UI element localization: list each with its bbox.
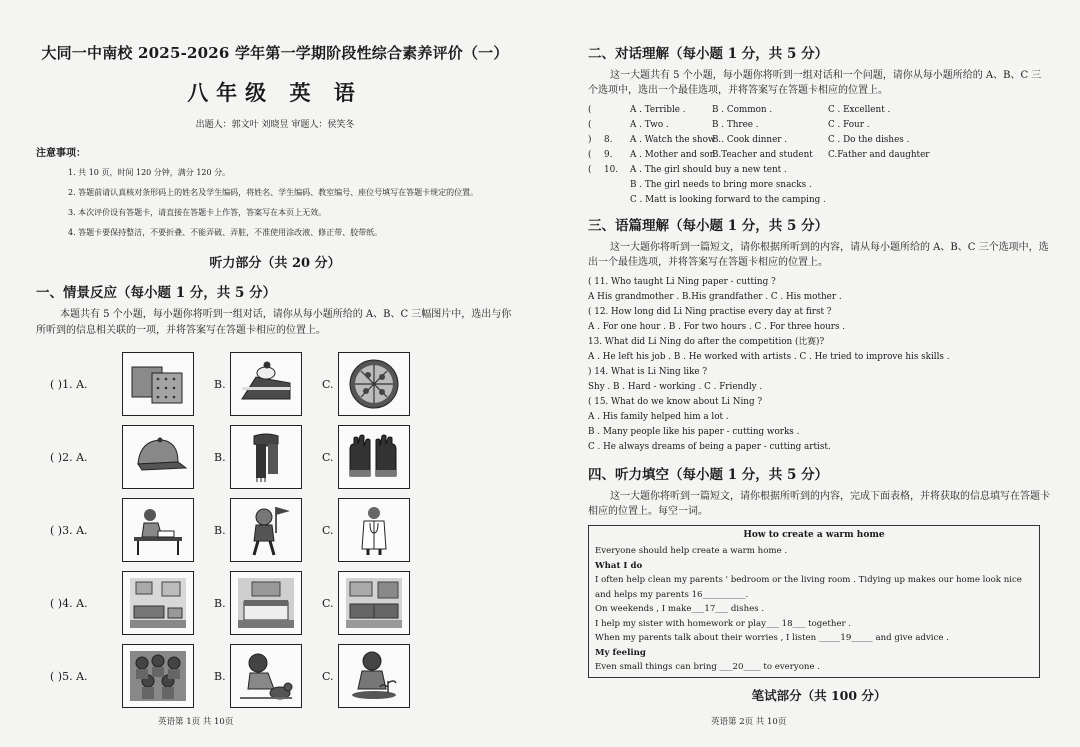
option-c-label: C. [322,377,334,391]
authors-line: 出题人：郭文叶 刘晓昱 审题人：侯笑冬 [195,120,355,130]
table-subheading: My feeling [595,647,646,658]
fill-in-table [588,525,1040,678]
option-b-label: B. [214,596,226,610]
option-line[interactable]: C . He always dreams of being a paper - cutting artist. [588,442,831,452]
option-b[interactable]: B . Common . [712,105,773,115]
paren: ( [588,120,592,130]
table-line[interactable]: When my parents talk about their worries , I listen _____19_____ and give advice . [595,633,949,643]
notice-item: 4. 答题卡要保持整洁，不要折叠、不能弄破、弄脏，不准使用涂改液、修正带、胶带纸。 [68,228,383,237]
option-line[interactable]: Shy . B . Hard - working . C . Friendly . [588,382,763,392]
question-number: 9. [604,150,613,160]
picture-question-row [36,570,514,636]
option-line[interactable]: A His grandmother . B.His grandfather . C . His mother . [588,292,842,302]
question-line [588,103,1050,118]
notice-item: 2. 答题前请认真核对条形码上的姓名及学生编码，将姓名、学生编码、教室编号、座位号填写在答题卡规定的位置。 [68,188,479,197]
section4-heading: 四、听力填空（每小题 1 分，共 5 分） [588,467,829,483]
question-number: ( )1. A. [50,377,88,391]
right-page [548,0,1080,747]
question-line: ( 15. What do we know about Li Ning ? [588,397,763,407]
section3-instruction: 这一大题你将听到一篇短文，请你根据所听到的内容，请从每小题所给的 A、B、C 三个选项中，选出一个最佳选项，并将答案写在答题卡相应的位置上。 [588,242,1049,268]
bedroom-icon[interactable] [230,571,302,635]
option-line[interactable]: A . He left his job . B . He worked with artists . C . He tried to improve his skills . [588,352,950,362]
notice-title: 注意事项： [36,148,86,159]
picture-question-row [36,351,514,417]
studying-boy-icon[interactable] [122,498,194,562]
option-b-label: B. [214,377,226,391]
option-c[interactable]: C . Do the dishes . [828,135,910,145]
gloves-icon[interactable] [338,425,410,489]
question-line: ( 11. Who taught Li Ning paper - cutting ? [588,277,776,287]
notice-item: 3. 本次评价设有答题卡，请直接在答题卡上作答，答案写在本页上无效。 [68,208,327,217]
table-line[interactable]: Even small things can bring ___20____ to everyone . [595,662,820,672]
boy-with-flag-icon[interactable] [230,498,302,562]
table-line[interactable]: I often help clean my parents ' bedroom or the living room . Tidying up makes our home look nice and helps my parents 16__________. [595,575,1022,600]
picture-questions [36,351,514,709]
boy-with-puppy-icon[interactable] [230,644,302,708]
question-line [588,118,1050,133]
option-line[interactable]: A . His family helped him a lot . [588,412,729,422]
picture-question-row [36,497,514,563]
option-c[interactable]: C . Four . [828,120,870,130]
question-line: ) 14. What is Li Ning like ? [588,367,708,377]
option-c[interactable]: C . Matt is looking forward to the camping . [630,195,826,205]
paren: ) [588,135,592,145]
option-c-label: C. [322,450,334,464]
paren: ( [588,165,592,175]
option-c-label: C. [322,596,334,610]
grade-title: 八年级 英 语 [187,80,363,105]
question-line [588,133,1050,148]
written-heading: 笔试部分（共 100 分） [751,687,887,703]
pizza-icon[interactable] [338,352,410,416]
picture-question-row [36,424,514,490]
option-b-label: B. [214,669,226,683]
option-c-label: C. [322,523,334,537]
scarf-icon[interactable] [230,425,302,489]
option-c[interactable]: C.Father and daughter [828,150,930,160]
option-b[interactable]: B.Teacher and student [712,150,813,160]
section4-instruction: 这一大题你将听到一篇短文，请你根据所听到的内容，完成下面表格，并将获取的信息填写在答题卡相应的位置上。每空一词。 [588,491,1050,517]
paren: ( [588,105,592,115]
page-footer: 英语第 2页 共 10页 [711,717,787,727]
question-line: 13. What did Li Ning do after the competition (比赛)? [588,337,825,347]
question-number: 10. [604,165,618,175]
question-line: ( 12. How long did Li Ning practise every day at first ? [588,307,832,317]
option-c[interactable]: C . Excellent . [828,105,891,115]
section2-heading: 二、对话理解（每小题 1 分，共 5 分） [588,46,829,62]
paren: ( [588,150,592,160]
section3-questions [588,275,1050,455]
notice-item: 1. 共 10 页，时间 120 分钟，满分 120 分。 [68,168,231,177]
option-line[interactable]: B . Many people like his paper - cutting works . [588,427,800,437]
crackers-icon[interactable] [122,352,194,416]
table-title: How to create a warm home [743,530,885,540]
listening-heading: 听力部分（共 20 分） [209,256,341,271]
table-line[interactable]: On weekends , I make___17___ dishes . [595,604,765,614]
question-number: ( )4. A. [50,596,88,610]
option-b-label: B. [214,523,226,537]
family-group-icon[interactable] [122,644,194,708]
option-line[interactable]: A . For one hour . B . For two hours . C . For three hours . [588,322,846,332]
option-a[interactable]: A . Two . [630,120,669,130]
table-line: Everyone should help create a warm home . [595,546,788,556]
picture-question-row [36,643,514,709]
question-line [588,148,1050,163]
page-footer: 英语第 1页 共 10页 [158,717,234,727]
living-room-icon[interactable] [122,571,194,635]
option-b[interactable]: B . Cook dinner . [712,135,788,145]
cake-icon[interactable] [230,352,302,416]
option-b-label: B. [214,450,226,464]
table-line[interactable]: I help my sister with homework or play___ 18___ together . [595,618,852,629]
question-number: ( )2. A. [50,450,88,464]
question-number: 8. [604,135,613,145]
option-b[interactable]: B . The girl needs to bring more snacks . [630,180,812,190]
section2-questions [588,103,1050,208]
notice-list [68,167,514,238]
option-a[interactable]: A . Mother and son [630,150,716,160]
option-a[interactable]: A . Watch the show . [630,135,721,145]
table-subheading: What I do [595,560,643,571]
option-b[interactable]: B . Three . [712,120,759,130]
option-c-label: C. [322,669,334,683]
section2-instruction: 这一大题共有 5 个小题，每小题你将听到一组对话和一个问题，请你从每小题所给的 A、B、C 三个选项中，选出一个最佳选项，并将答案写在答题卡相应的位置上。 [588,70,1042,96]
section1-heading: 一、情景反应（每小题 1 分，共 5 分） [36,285,277,301]
section1-instruction: 本题共有 5 个小题，每小题你将听到一组对话，请你从每小题所给的 A、B、C 三幅图片中，选出与你所听到的信息相关联的一项，并将答案写在答题卡相应的位置上。 [36,309,512,336]
question-line [588,163,1050,178]
doctor-icon[interactable] [338,498,410,562]
section3-heading: 三、语篇理解（每小题 1 分，共 5 分） [588,218,829,234]
kitchen-icon[interactable] [338,571,410,635]
boy-planting-icon[interactable] [338,644,410,708]
option-a[interactable]: A . Terrible . [630,105,686,115]
school-title: 大同一中南校 2025-2026 学年第一学期阶段性综合素养评价（一） [41,44,509,62]
cap-icon[interactable] [122,425,194,489]
question-number: ( )5. A. [50,669,88,683]
option-a[interactable]: A . The girl should buy a new tent . [630,165,787,175]
question-number: ( )3. A. [50,523,88,537]
